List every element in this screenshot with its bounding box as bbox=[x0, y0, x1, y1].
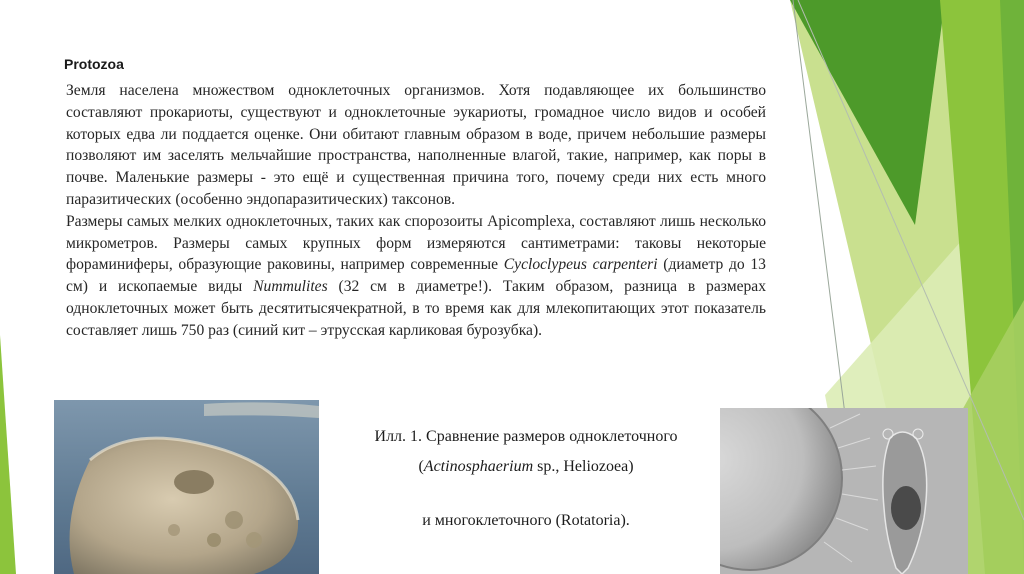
paragraph-sizes-part2: (диаметр до 13 см) и ископаемые виды bbox=[66, 256, 766, 296]
paragraph-sizes-part1: Размеры самых мелких одноклеточных, таких как спорозоиты Apicomplexa, составляют лишь несколько микрометров. Размеры самых крупных форм измеряются сантиметрами: таковы некоторые фораминиферы, образующие раковины, например современные bbox=[66, 212, 766, 274]
left-edge-green-shape bbox=[0, 335, 16, 574]
figure-caption-line3: и многоклеточного (Rotatoria). bbox=[422, 512, 630, 529]
paragraph-intro: Земля населена множеством одноклеточных организмов. Хотя подавляющее их большинство составляют прокариоты, существуют и одноклеточные эукариоты, громадное число видов и особей которых едва ли поддается оценке. Они обитают главным образом в воде, причем небольшие размеры позволяют им заселять мельчайшие пространства, наполненные влагой, такие, например, как поры в почве. Маленькие размеры - это ещё и существенная причина того, почему среди них есть много паразитических (особенно эндопаразитических) таксонов. bbox=[66, 82, 766, 208]
paragraph-sizes-part3: (32 см в диаметре!). Таким образом, разница в размерах одноклеточных может быть десятитысячекратной, в то время как для млекопитающих этот показатель составляет лишь 750 раз (синий кит – этрусская карликовая бурозубка). bbox=[66, 278, 767, 339]
caption-open-paren: ( bbox=[418, 458, 424, 475]
body-text bbox=[66, 80, 766, 342]
figure-caption-line1: Илл. 1. Сравнение размеров одноклеточного bbox=[374, 428, 678, 445]
figure-caption-line2 bbox=[326, 458, 726, 476]
paragraph-sizes bbox=[66, 211, 766, 342]
caption-heliozoea: sp., Heliozoea) bbox=[533, 458, 634, 475]
photo-heliozoa-rotatoria bbox=[720, 408, 968, 574]
species-cycloclypeus: Cycloclypeus carpenteri bbox=[503, 256, 658, 274]
species-nummulites: Nummulites bbox=[253, 278, 328, 296]
slide-title: Protozoa bbox=[64, 56, 124, 72]
caption-species-actinosphaerium: Actinosphaerium bbox=[423, 458, 534, 475]
photo-protozoan bbox=[54, 400, 319, 574]
